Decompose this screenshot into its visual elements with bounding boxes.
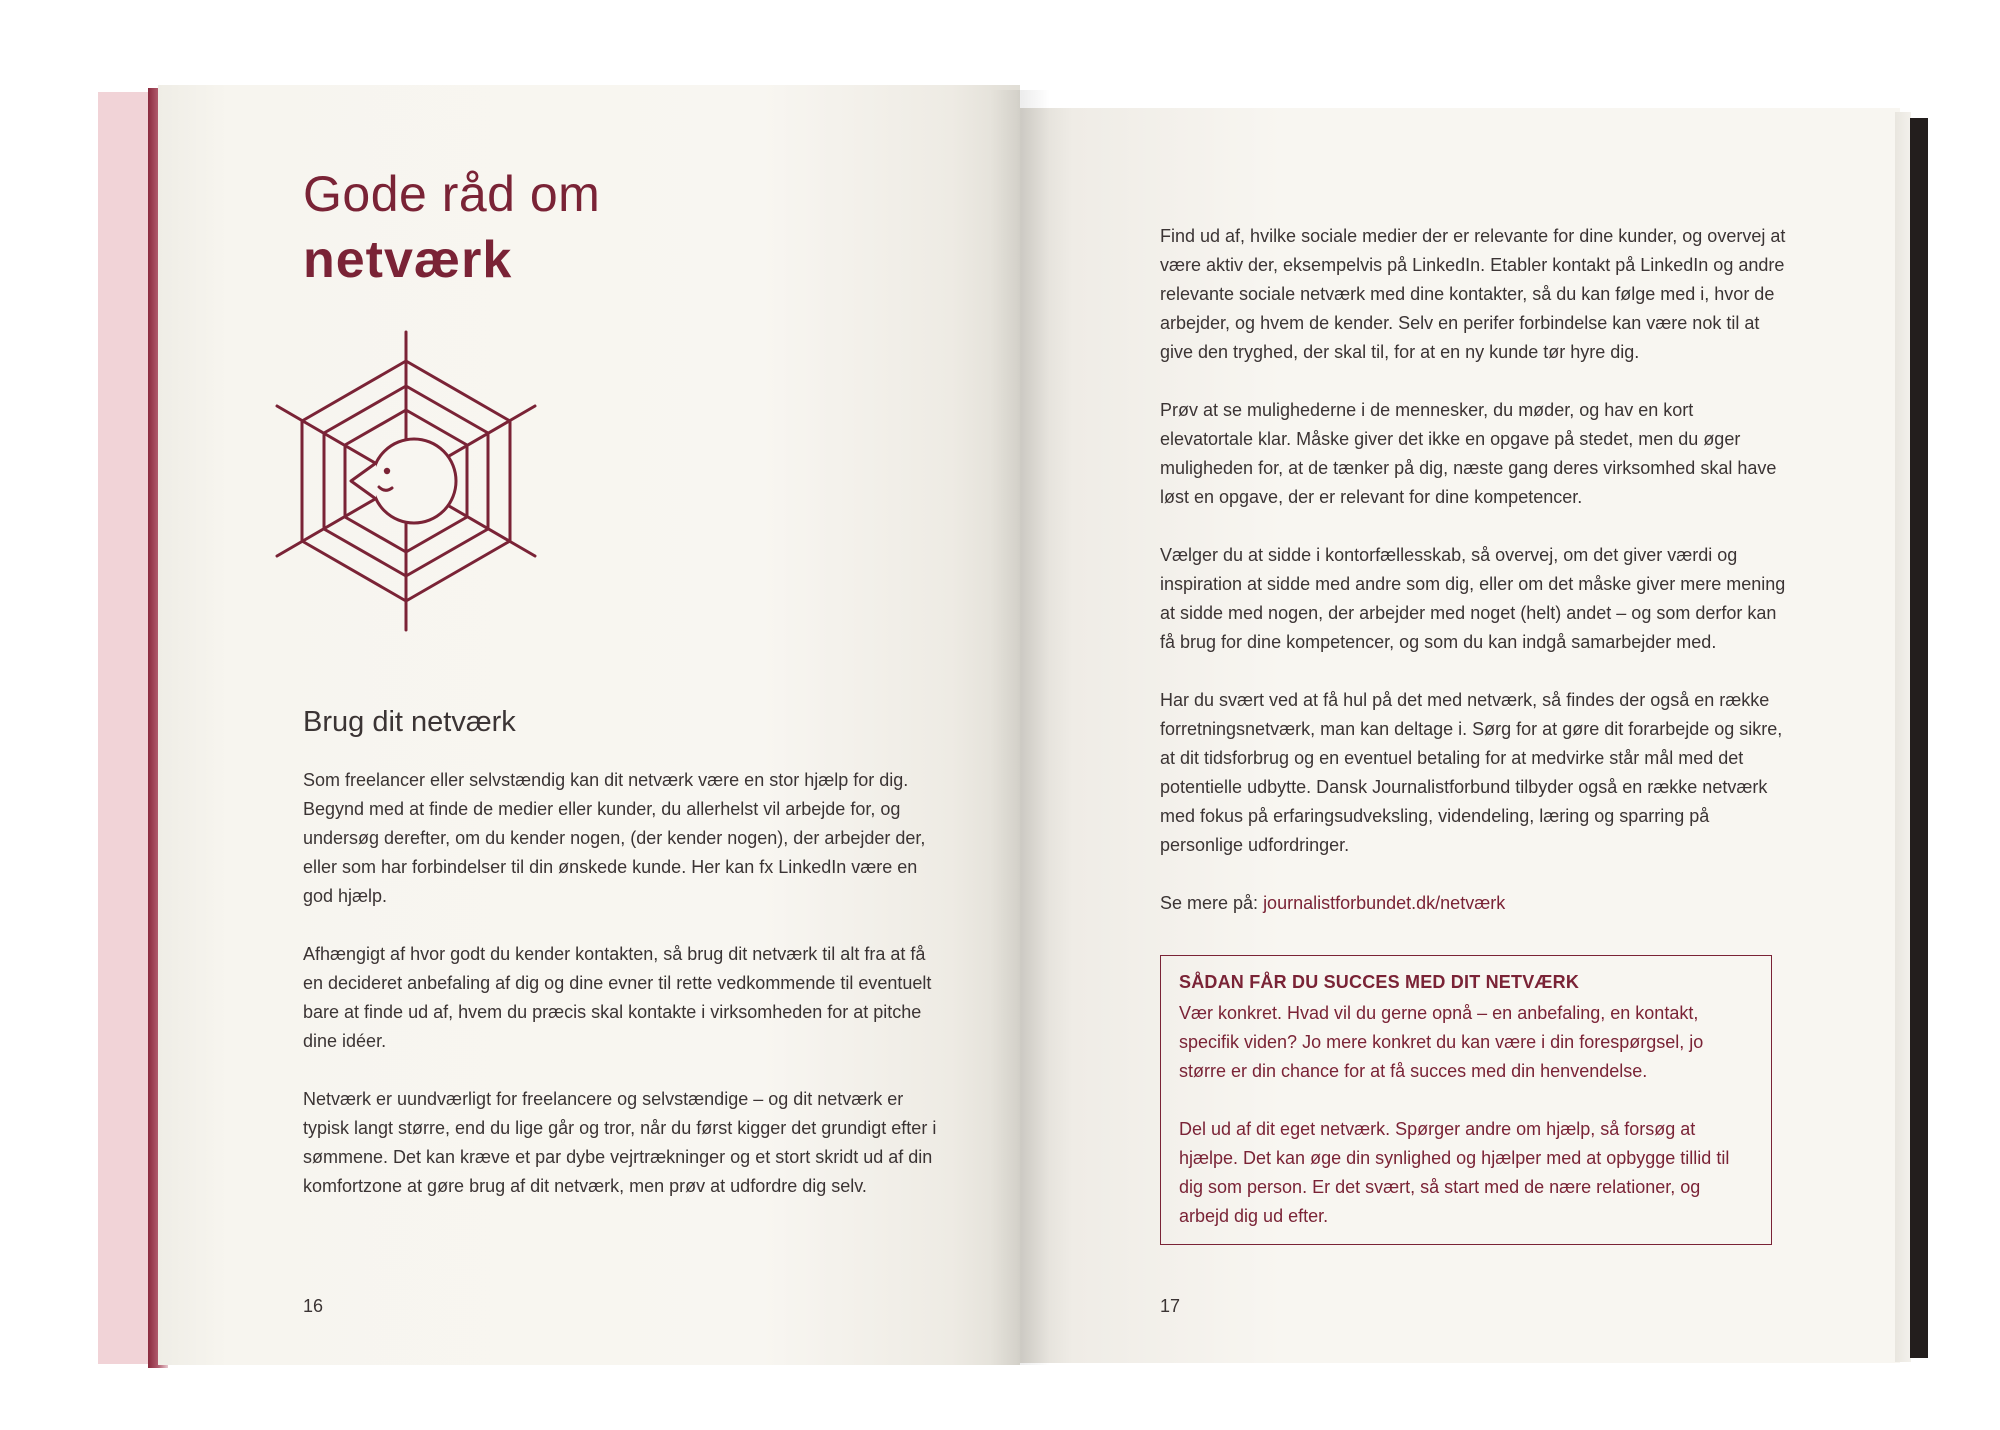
cover-edge-dark [1910,118,1928,1358]
right-body-text [1160,222,1790,947]
tip-box [1160,955,1772,1245]
page-number-right: 17 [1160,1296,1181,1316]
see-more-prefix: Se mere på: [1160,893,1264,913]
left-body-text [303,766,943,1230]
paragraph: Netværk er uundværligt for freelancere og selvstændige – og dit netværk er typisk langt større, end du lige går og tror, når du først kigger det grundigt efter i sømmene. Det kan kræve et par dybe vejrtrækninger og et stort skridt ud af din komfortzone at gøre brug af dit netværk, men prøv at udfordre dig selv. [303,1089,937,1196]
page-stack-edge-right [1895,112,1911,1362]
see-more-link[interactable]: journalistforbundet.dk/netværk [1263,893,1506,913]
tip-paragraph: Vær konkret. Hvad vil du gerne opnå – en anbefaling, en kontakt, specifik viden? Jo mere konkret du kan være i din forespørgsel, jo større er din chance for at få succes med din henvendelse. [1179,1003,1704,1081]
page-number-left: 16 [303,1296,324,1316]
section-heading: Brug dit netværk [303,706,516,738]
page-title-line2: netværk [303,231,513,289]
tip-box-body [1179,999,1753,1231]
see-more-line [1160,889,1790,918]
paragraph: Prøv at se mulighederne i de mennesker, du møder, og hav en kort elevatortale klar. Måske giver det ikke en opgave på stedet, men du øger muligheden for, at de tænker på dig, næste gang deres virksomhed skal have løst en opgave, der er relevant for dine kompetencer. [1160,400,1777,507]
tip-box-title: SÅDAN FÅR DU SUCCES MED DIT NETVÆRK [1179,972,1580,992]
gutter-shadow [990,90,1050,1365]
paragraph: Vælger du at sidde i kontorfællesskab, så overvej, om det giver værdi og inspiration at sidde med andre som dig, eller om det måske giver mere mening at sidde med nogen, der arbejder med noget (helt) andet – og som derfor kan få brug for dine kompetencer, og som du kan indgå samarbejder med. [1160,545,1786,652]
paragraph: Afhængigt af hvor godt du kender kontakten, så brug dit netværk til alt fra at få en decideret anbefaling af dig og dine evner til rette vedkommende til eventuelt bare at finde ud af, hvem du præcis skal kontakte i virksomheden for at pitche dine idéer. [303,944,932,1051]
paragraph: Har du svært ved at få hul på det med netværk, så findes der også en række forretningsnetværk, man kan deltage i. Sørg for at gøre dit forarbejde og sikre, at dit tidsforbrug og en eventuel betaling for at medvirke står mål med det potentielle udbytte. Dansk Journalistforbund tilbyder også en række netværk med fokus på erfaringsudveksling, videndeling, læring og sparring på personlige udfordringer. [1160,690,1783,855]
paragraph: Som freelancer eller selvstændig kan dit netværk være en stor hjælp for dig. Begynd med at finde de medier eller kunder, du allerhelst vil arbejde for, og undersøg derefter, om du kender nogen, (der kender nogen), der arbejder der, eller som har forbindelser til din ønskede kunde. Her kan fx LinkedIn være en god hjælp. [303,770,926,906]
tip-paragraph: Del ud af dit eget netværk. Spørger andre om hjælp, så forsøg at hjælpe. Det kan øge din synlighed og hjælper med at opbygge tillid til dig som person. Er det svært, så start med de nære relationer, og arbejd dig ud efter. [1179,1119,1730,1226]
page-title-line1: Gode råd om [303,166,601,222]
spider-web-bird-icon [275,330,537,632]
paragraph: Find ud af, hvilke sociale medier der er relevante for dine kunder, og overvej at være aktiv der, eksempelvis på LinkedIn. Etabler kontakt på LinkedIn og andre relevante sociale netværk med dine kontakter, så du kan følge med i, hvor de arbejder, og hvem de kender. Selv en perifer forbindelse kan være nok til at give den tryghed, der skal til, for at en ny kunde tør hyre dig. [1160,226,1786,362]
